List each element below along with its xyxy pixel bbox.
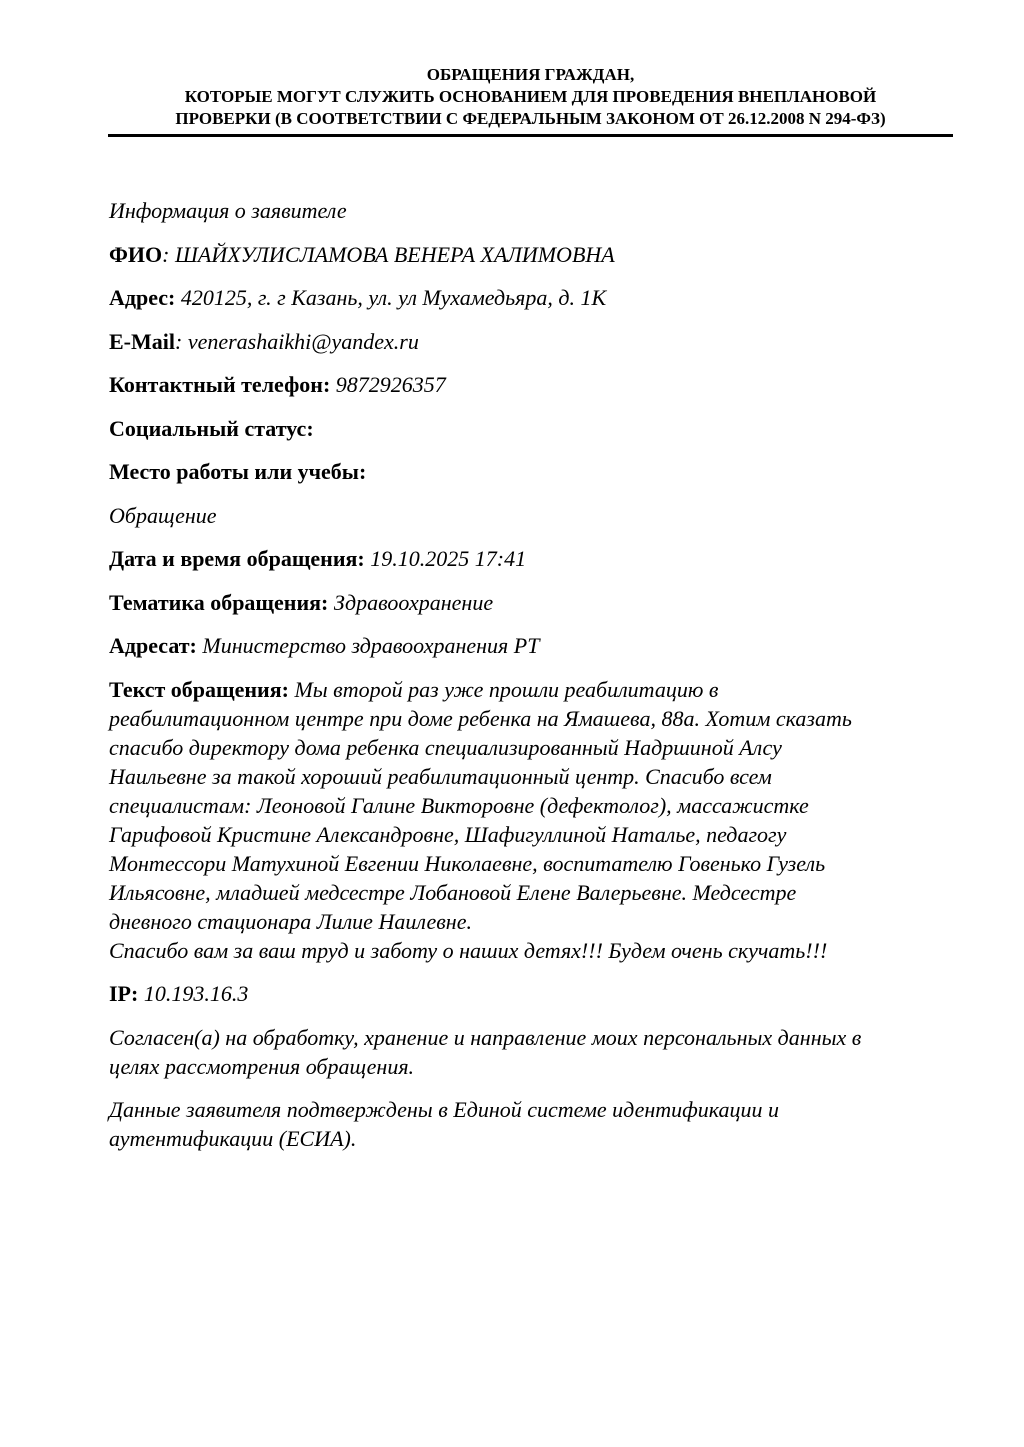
topic-row	[109, 588, 949, 617]
header-line-3: ПРОВЕРКИ (В СООТВЕТСТВИИ С ФЕДЕРАЛЬНЫМ ЗАКОНОМ ОТ 26.12.2008 N 294-ФЗ)	[175, 109, 886, 128]
appeal-text-line-3: Наильевне за такой хороший реабилитационный центр. Спасибо всем	[109, 763, 772, 789]
appeal-text-line-4: специалистам: Леоновой Галине Викторовне (дефектолог), массажистке	[109, 792, 809, 818]
email-value: : venerashaikhi@yandex.ru	[175, 328, 419, 354]
address-value: 420125, г. г Казань, ул. ул Мухамедьяра, д. 1К	[175, 285, 607, 310]
addressee-row	[109, 631, 949, 660]
esia-line-0: Данные заявителя подтверждены в Единой системе идентификации и	[109, 1097, 780, 1122]
topic-label: Тематика обращения:	[109, 589, 329, 615]
appeal-text-line-7: Ильясовне, младшей медсестре Лобановой Елене Валерьевне. Медсестре	[109, 879, 797, 905]
email-row	[109, 327, 949, 356]
datetime-label: Дата и время обращения:	[109, 546, 365, 571]
address-label: Адрес:	[109, 285, 176, 310]
fio-label: ФИО	[109, 241, 163, 267]
phone-label: Контактный телефон:	[109, 372, 331, 397]
document-header	[108, 64, 953, 130]
fio-row	[109, 240, 949, 269]
work-place-row	[109, 457, 949, 486]
appeal-text-line-2: спасибо директору дома ребенка специализированный Надршиной Алсу	[109, 734, 782, 760]
topic-value: Здравоохранение	[328, 589, 494, 615]
appeal-text-line-0: Мы второй раз уже прошли реабилитацию в	[288, 676, 719, 702]
email-label: E-Mail	[109, 328, 175, 354]
address-row	[109, 283, 949, 312]
ip-row	[109, 979, 949, 1008]
appeal-text-line-8: дневного стационара Лилие Наилевне.	[109, 908, 472, 934]
appeal-text-block	[109, 675, 949, 965]
header-line-2: КОТОРЫЕ МОГУТ СЛУЖИТЬ ОСНОВАНИЕМ ДЛЯ ПРОВЕДЕНИЯ ВНЕПЛАНОВОЙ	[184, 87, 877, 106]
social-status-row	[109, 414, 949, 443]
esia-line-1: аутентификации (ЕСИА).	[109, 1126, 357, 1151]
ip-label: IP:	[109, 981, 139, 1006]
addressee-label: Адресат:	[109, 633, 197, 658]
phone-value: 9872926357	[330, 372, 446, 397]
document-content	[109, 196, 949, 1168]
addressee-value: Министерство здравоохранения РТ	[196, 633, 540, 658]
appeal-text-line-6: Монтессори Матухиной Евгении Николаевне, воспитателю Говенько Гузель	[109, 850, 826, 876]
header-divider	[108, 134, 953, 137]
work-place-label: Место работы или учебы:	[109, 459, 367, 484]
ip-value: 10.193.16.3	[138, 981, 249, 1006]
appeal-text-line-9: Спасибо вам за ваш труд и заботу о наших детях!!! Будем очень скучать!!!	[109, 937, 828, 963]
consent-line-1: целях рассмотрения обращения.	[109, 1053, 415, 1079]
datetime-row	[109, 544, 949, 573]
appeal-section-title: Обращение	[109, 502, 217, 528]
appeal-text-line	[109, 675, 949, 704]
datetime-value: 19.10.2025 17:41	[364, 546, 527, 571]
consent-block	[109, 1023, 949, 1081]
fio-value: : ШАЙХУЛИСЛАМОВА ВЕНЕРА ХАЛИМОВНА	[162, 241, 615, 267]
appeal-text-line-1: реабилитационном центре при доме ребенка на Ямашева, 88а. Хотим сказать	[109, 705, 852, 731]
applicant-section-title: Информация о заявителе	[109, 198, 347, 223]
appeal-text-line-5: Гарифовой Кристине Александровне, Шафигуллиной Наталье, педагогу	[109, 821, 787, 847]
header-line-1: ОБРАЩЕНИЯ ГРАЖДАН,	[426, 65, 635, 84]
social-status-label: Социальный статус:	[109, 415, 314, 441]
appeal-text-label: Текст обращения:	[109, 676, 289, 702]
phone-row	[109, 370, 949, 399]
esia-block	[109, 1095, 949, 1153]
consent-line-0: Согласен(а) на обработку, хранение и направление моих персональных данных в	[109, 1024, 862, 1050]
